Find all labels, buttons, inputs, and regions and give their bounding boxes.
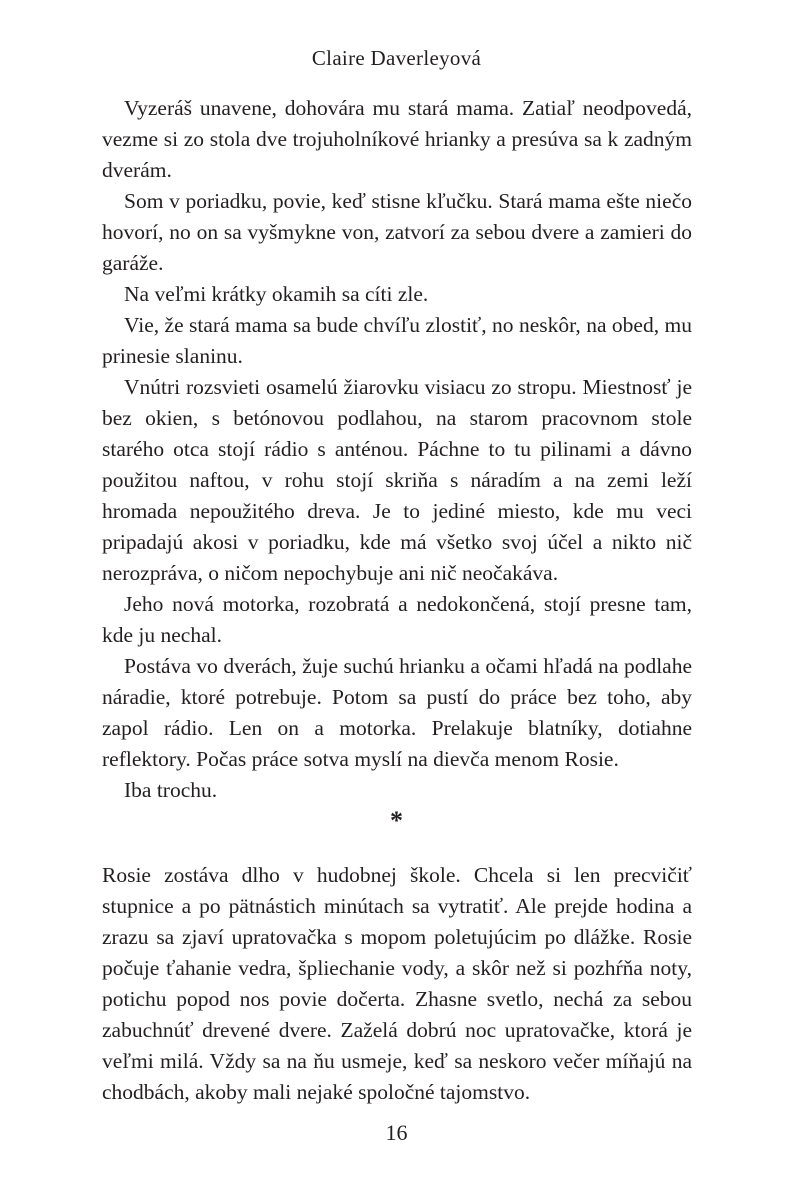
running-head-author: Claire Daverleyová	[311, 46, 482, 70]
paragraph: Vie, že stará mama sa bude chvíľu zlostiť, no neskôr, na obed, mu prinesie slaninu.	[102, 313, 692, 368]
paragraph: Iba trochu.	[124, 778, 218, 802]
paragraph: Jeho nová motorka, rozobratá a nedokončená, stojí presne tam, kde ju nechal.	[102, 592, 692, 647]
page-number: 16	[385, 1120, 408, 1145]
paragraph: Vyzeráš unavene, dohovára mu stará mama. Zatiaľ neodpovedá, vezme si zo stola dve trojuholníkové hrianky a presúva sa k zadným dverám.	[102, 96, 692, 182]
paragraph: Na veľmi krátky okamih sa cíti zle.	[124, 282, 429, 306]
text-section-2	[102, 860, 692, 1108]
paragraph: Vnútri rozsvieti osamelú žiarovku visiacu zo stropu. Miestnosť je bez okien, s betónovou podlahou, na starom pracovnom stole starého otca stojí rádio s anténou. Páchne to tu pilinami a dávno použitou naftou, v rohu stojí skriňa s náradím a na zemi leží hromada nepoužitého dreva. Je to jediné miesto, kde mu veci pripadajú akosi v poriadku, kde má všetko svoj účel a nikto nič nerozpráva, o ničom nepochybuje ani nič neočakáva.	[102, 375, 692, 585]
paragraph: Postáva vo dverách, žuje suchú hrianku a očami hľadá na podlahe náradie, ktoré potrebuje. Potom sa pustí do práce bez toho, aby zapol rádio. Len on a motorka. Prelakuje blatníky, dotiahne reflektory. Počas práce sotva myslí na dievča menom Rosie.	[102, 654, 692, 771]
paragraph: Rosie zostáva dlho v hudobnej škole. Chcela si len precvičiť stupnice a po pätnástich minútach sa vytratiť. Ale prejde hodina a zrazu sa zjaví upratovačka s mopom poletujúcim po dlážke. Rosie počuje ťahanie vedra, špliechanie vody, a skôr než si pozhŕňa noty, potichu popod nos povie dočerta. Zhasne svetlo, nechá za sebou zabuchnúť drevené dvere. Zaželá dobrú noc upratovačke, ktorá je veľmi milá. Vždy sa na ňu usmeje, keď sa neskoro večer míňajú na chodbách, akoby mali nejaké spoločné tajomstvo.	[102, 863, 692, 1104]
section-separator-asterisk: *	[390, 806, 403, 835]
text-section-1	[102, 93, 692, 806]
paragraph: Som v poriadku, povie, keď stisne kľučku. Stará mama ešte niečo hovorí, no on sa vyšmykne von, zatvorí za sebou dvere a zamieri do garáže.	[102, 189, 692, 275]
